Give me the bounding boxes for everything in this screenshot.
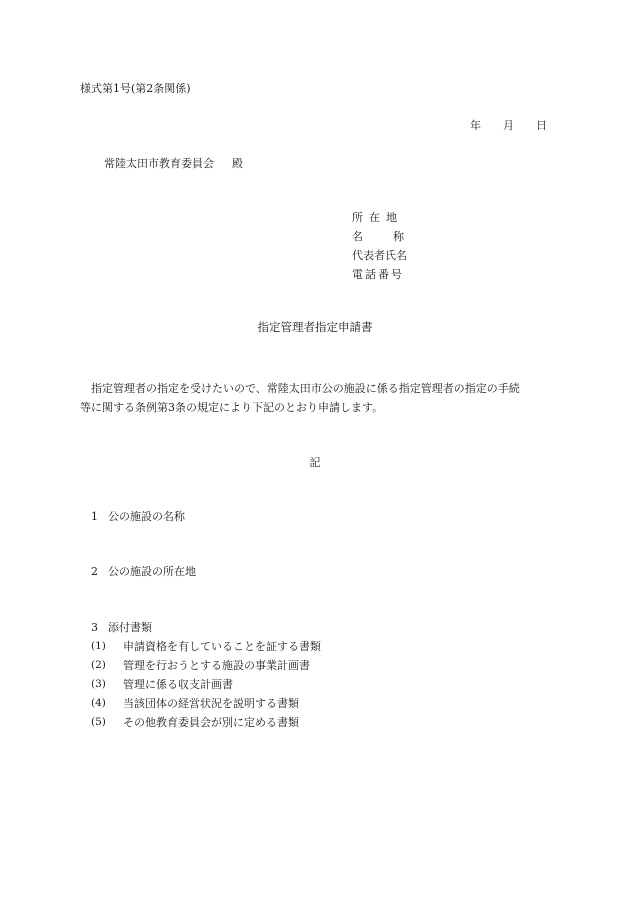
ki-heading: 記 (309, 456, 321, 469)
attachment-number: (3) (91, 678, 106, 690)
attachment-number: (1) (91, 640, 106, 652)
applicant-phone-label: 電話番号 (352, 268, 404, 281)
section-2-number: 2 (91, 565, 98, 578)
list-item (91, 679, 321, 698)
applicant-row-phone (352, 269, 412, 288)
form-number: 様式第1号(第2条関係) (80, 82, 191, 95)
applicant-row-address (352, 212, 412, 231)
date-year-label: 年 (470, 119, 481, 132)
addressee-name: 常陸太田市教育委員会 (104, 157, 214, 170)
attachment-number: (5) (91, 716, 106, 728)
applicant-row-representative (352, 250, 412, 269)
body-line-1: 指定管理者の指定を受けたいので、常陸太田市公の施設に係る指定管理者の指定の手続 (91, 382, 520, 395)
list-item (91, 660, 321, 679)
section-1 (91, 511, 185, 522)
date-day-label: 日 (536, 119, 547, 132)
attachment-number: (2) (91, 659, 106, 671)
section-2-label: 公の施設の所在地 (108, 565, 196, 578)
section-3 (91, 622, 152, 633)
addressee-honorific: 殿 (232, 157, 243, 170)
addressee (104, 158, 243, 169)
attachment-label: 管理を行おうとする施設の事業計画書 (123, 659, 310, 672)
applicant-name-label: 名称 (352, 230, 434, 243)
applicant-address-label: 所在地 (352, 211, 403, 224)
attachments-list (91, 641, 321, 736)
date-line (470, 120, 547, 131)
section-1-number: 1 (91, 510, 98, 523)
attachment-label: 申請資格を有していることを証する書類 (123, 640, 321, 653)
list-item (91, 698, 321, 717)
section-3-number: 3 (91, 621, 98, 634)
list-item (91, 641, 321, 660)
list-item (91, 717, 321, 736)
attachment-number: (4) (91, 697, 106, 709)
applicant-block (352, 211, 434, 288)
attachment-label: その他教育委員会が別に定める書類 (123, 716, 299, 729)
attachment-label: 当該団体の経営状況を説明する書類 (123, 697, 299, 710)
body-line-2: 等に関する条例第3条の規定により下記のとおり申請します。 (80, 401, 384, 414)
section-3-label: 添付書類 (108, 621, 152, 634)
applicant-representative-label: 代表者氏名 (352, 249, 407, 262)
section-1-label: 公の施設の名称 (108, 510, 185, 523)
document-title: 指定管理者指定申請書 (257, 320, 373, 334)
applicant-row-name (352, 230, 434, 250)
attachment-label: 管理に係る収支計画書 (123, 678, 233, 691)
date-month-label: 月 (503, 119, 514, 132)
section-2 (91, 566, 196, 577)
body-text (80, 379, 560, 417)
